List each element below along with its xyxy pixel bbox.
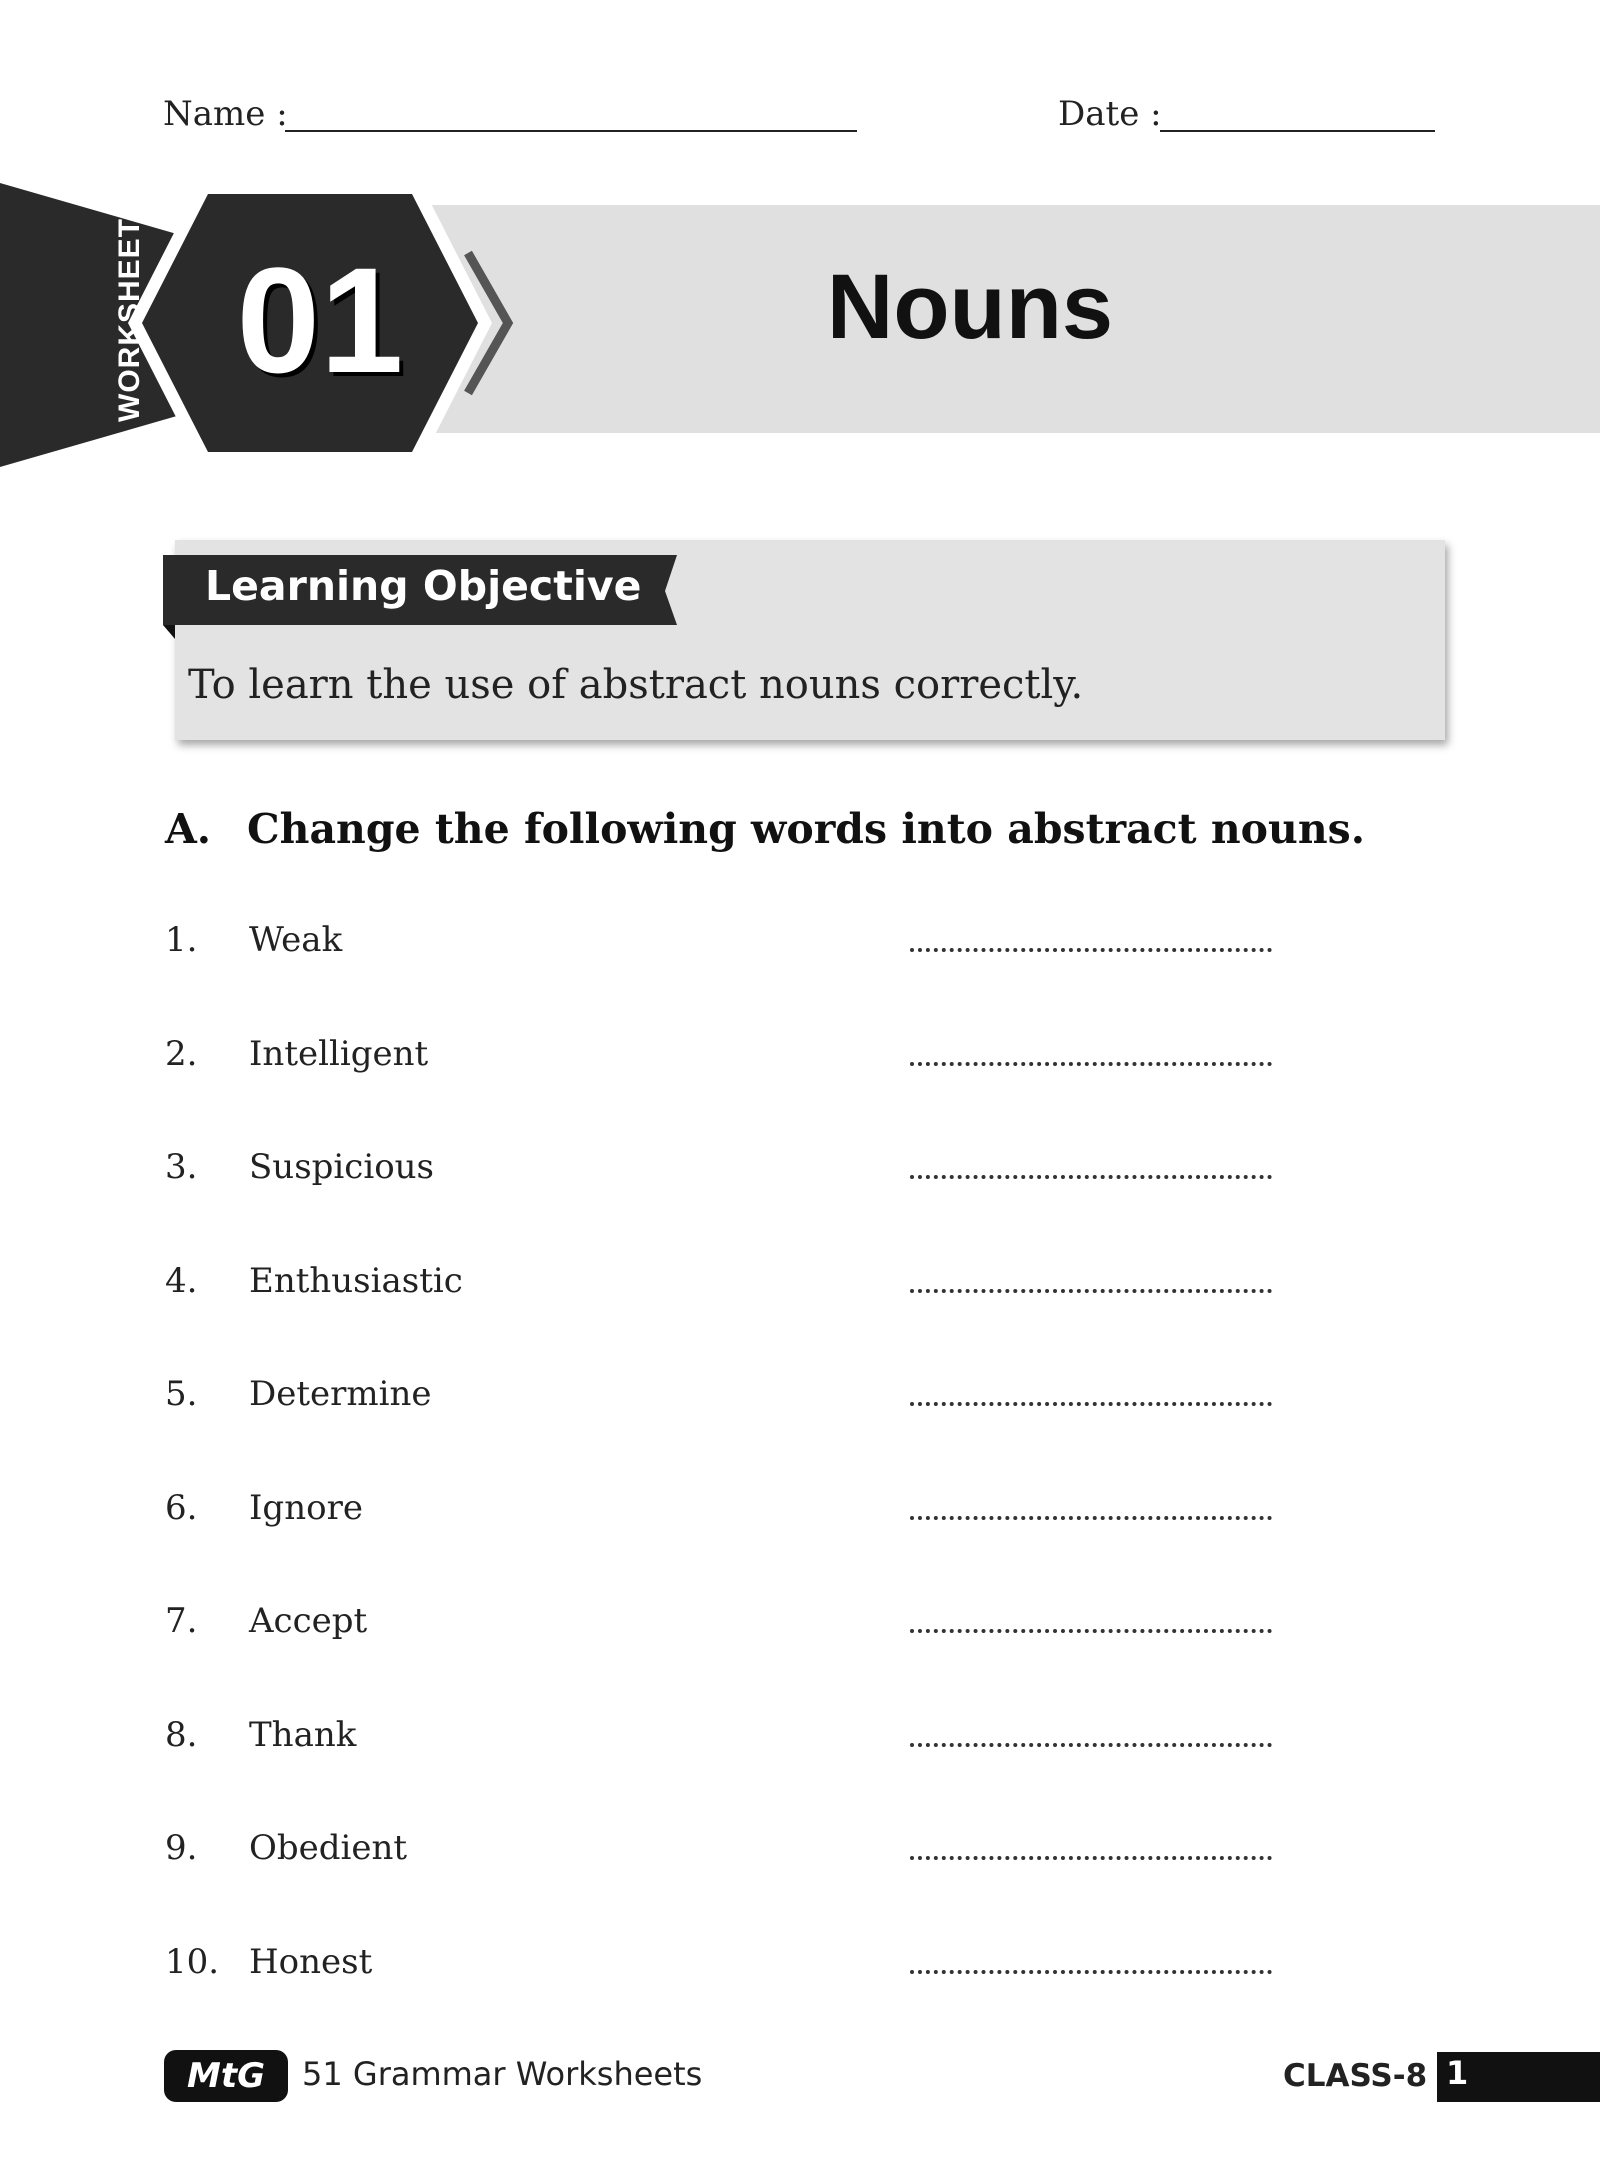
list-item (0, 1374, 1600, 1434)
list-item (0, 1034, 1600, 1094)
list-item (0, 920, 1600, 980)
item-number: 9. (165, 1828, 198, 1868)
answer-blank[interactable] (910, 1629, 1272, 1633)
item-word: Thank (249, 1715, 357, 1755)
item-number: 1. (165, 920, 198, 960)
answer-blank[interactable] (910, 1970, 1272, 1974)
item-number: 4. (165, 1261, 198, 1301)
answer-blank[interactable] (910, 1175, 1272, 1179)
objective-heading: Learning Objective (205, 562, 642, 610)
item-number: 5. (165, 1374, 198, 1414)
objective-text: To learn the use of abstract nouns correctly. (188, 662, 1084, 708)
name-label: Name : (163, 94, 288, 134)
item-word: Suspicious (249, 1147, 435, 1187)
item-number: 2. (165, 1034, 198, 1074)
item-number: 6. (165, 1488, 198, 1528)
answer-blank[interactable] (910, 1402, 1272, 1406)
list-item (0, 1942, 1600, 2002)
worksheet-number: 01 (236, 236, 404, 404)
answer-blank[interactable] (910, 948, 1272, 952)
class-label: CLASS-8 (1283, 2058, 1428, 2094)
list-item (0, 1488, 1600, 1548)
item-word: Obedient (249, 1828, 408, 1868)
date-label: Date : (1058, 94, 1162, 134)
item-word: Accept (249, 1601, 368, 1641)
list-item (0, 1715, 1600, 1775)
worksheet-label: WORKSHEET (113, 218, 146, 422)
name-field[interactable] (285, 130, 857, 132)
list-item (0, 1147, 1600, 1207)
item-number: 10. (165, 1942, 220, 1982)
item-number: 7. (165, 1601, 198, 1641)
item-number: 3. (165, 1147, 198, 1187)
item-word: Determine (249, 1374, 432, 1414)
section-instruction: Change the following words into abstract nouns. (247, 805, 1365, 853)
section-letter: A. (165, 805, 212, 853)
item-number: 8. (165, 1715, 198, 1755)
answer-blank[interactable] (910, 1289, 1272, 1293)
list-item (0, 1261, 1600, 1321)
item-word: Honest (249, 1942, 373, 1982)
answer-blank[interactable] (910, 1062, 1272, 1066)
answer-blank[interactable] (910, 1856, 1272, 1860)
item-word: Weak (249, 920, 343, 960)
item-word: Enthusiastic (249, 1261, 463, 1301)
list-item (0, 1601, 1600, 1661)
date-field[interactable] (1160, 130, 1435, 132)
page-number: 1 (1446, 2054, 1469, 2092)
book-title: 51 Grammar Worksheets (302, 2055, 703, 2093)
item-word: Intelligent (249, 1034, 429, 1074)
list-item (0, 1828, 1600, 1888)
page-title: Nouns (826, 256, 1114, 358)
item-word: Ignore (249, 1488, 363, 1528)
publisher-logo-text: MtG (187, 2056, 265, 2096)
answer-blank[interactable] (910, 1516, 1272, 1520)
answer-blank[interactable] (910, 1743, 1272, 1747)
